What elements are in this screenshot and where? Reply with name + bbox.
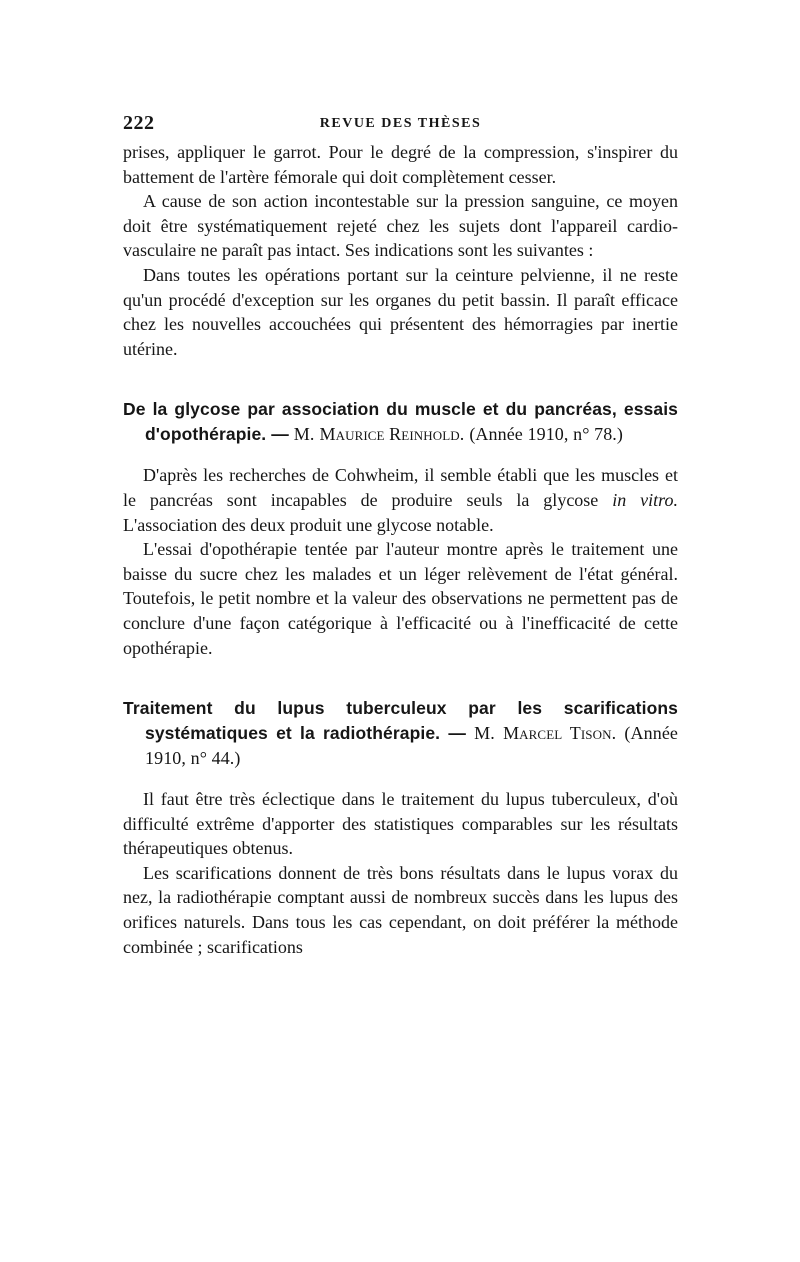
article-body [123, 787, 678, 959]
page-number: 222 [123, 112, 155, 134]
document-page [123, 108, 678, 959]
article-paragraph-2: Les scarifications donnent de très bons résultats dans le lupus vorax du nez, la radiothérapie comptant aussi de nombreux succès dans les lupus des orifices naturels. Dans tous les cas cependant, on doit préférer la méthode combinée ; scarifications [123, 862, 678, 957]
article-author: Marcel Tison. [503, 723, 617, 744]
article-lupus [123, 696, 678, 959]
article-author-prefix: M. [293, 424, 315, 445]
article-author-prefix: M. [474, 723, 495, 744]
running-title: REVUE DES THÈSES [319, 116, 482, 131]
intro-section [123, 140, 678, 361]
article-author: Maurice Reinhold. [319, 424, 465, 445]
intro-paragraph-1: prises, appliquer le garrot. Pour le degré de la compression, s'inspirer du battement de l'artère fémorale qui doit complètement cesser. [123, 142, 678, 187]
article-paragraph-1-text-b: L'association des deux produit une glycose notable. [123, 514, 494, 535]
article-title [123, 397, 678, 447]
intro-paragraph-3: Dans toutes les opérations portant sur la ceinture pelvienne, il ne reste qu'un procédé d'exception sur les organes du petit bassin. Il paraît efficace chez les nouvelles accouchées qui présentent des hémorragies par inertie utérine. [123, 264, 678, 359]
article-year: (Année 1910, n° 44.) [145, 723, 678, 769]
article-title-text: De la glycose par association du muscle et du pancréas, essais d'opothérapie. — [123, 399, 678, 445]
article-paragraph-1-text-a: D'après les recherches de Cohwheim, il semble établi que les muscles et le pancréas sont incapables de produire seuls la glycose [123, 465, 678, 510]
article-paragraph-1-emphasis: in vitro. [612, 489, 678, 510]
page-header [123, 108, 678, 140]
intro-paragraph-2: A cause de son action incontestable sur la pression sanguine, ce moyen doit être systématiquement rejeté chez les sujets dont l'appareil cardio-vasculaire ne paraît pas intact. Ses indications sont les suivantes : [123, 191, 678, 261]
article-paragraph-2: L'essai d'opothérapie tentée par l'auteur montre après le traitement une baisse du sucre chez les malades et un léger relèvement de l'état général. Toutefois, le petit nombre et la valeur des observations ne permettent pas de conclure d'une façon catégorique à l'efficacité ou à l'inefficacité de cette opothérapie. [123, 539, 678, 658]
article-body [123, 463, 678, 660]
article-title-text: Traitement du lupus tuberculeux par les scarifications systématiques et la radiothérapie. — [123, 698, 678, 744]
article-paragraph-1 [123, 463, 678, 537]
article-glycose [123, 397, 678, 660]
article-title [123, 696, 678, 771]
article-year: (Année 1910, n° 78.) [469, 424, 623, 445]
article-paragraph-1: Il faut être très éclectique dans le traitement du lupus tuberculeux, d'où difficulté extrême d'apporter des statistiques comparables sur les résultats thérapeutiques obtenus. [123, 789, 678, 859]
